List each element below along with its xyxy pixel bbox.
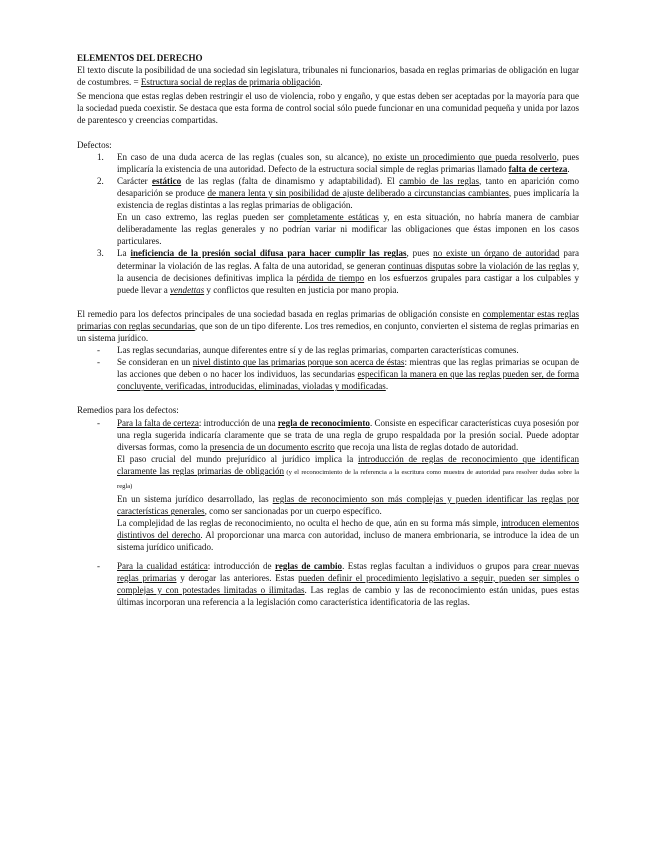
remedy-paragraph: El remedio para los defectos principales de una sociedad basada en reglas primarias de obligación consiste en complementar estas reglas primarias con reglas secundarias, que son de un tipo diferente. Los tres remedios, en conjunto, convierten el sistema de reglas primarias en un sistema jurídico. [77,308,579,343]
defect-item-2-subparagraph: En un caso extremo, las reglas pueden ser completamente estáticas y, en esta situación, no habría manera de cambiar deliberadamente las reglas generales y no podrían variar ni modificar las obligaciones que éstas imponen en los casos particulares. [117,212,579,247]
dash-bullet: - [97,357,101,368]
defect-item-1: 1. En caso de una duda acerca de las reglas (cuales son, su alcance), no existe un procedimiento que pueda resolverlo, pues implicaría la existencia de una autoridad. Defecto de la estructura social simple de reglas primarias llamado falta de certeza. [97,151,580,174]
secondary-rules-list [77,344,579,392]
defect-item-2: 2. Carácter estático de las reglas (falta de dinamismo y adaptabilidad). El cambio de las reglas, tanto en aparición como desaparición se produce de manera lenta y sin posibilidad de ajuste deliberado a circunstancias cambiantes, pues implicaría la existencia de reglas distintas a las reglas primarias de obligación. En un caso extremo, las reglas pueden ser completamente estáticas y, en esta situación, no habría manera de cambiar deliberadamente las reglas generales y no podrían variar ni modificar las obligaciones que éstas imponen en los casos particulares. [97,175,579,247]
intro-paragraph-1: El texto discute la posibilidad de una sociedad sin legislatura, tribunales ni funcionarios, basada en reglas primarias de obligación en lugar de costumbres. = Estructura social de reglas de primaria obligación. [77,65,579,88]
defects-heading: Defectos: [77,139,112,150]
secondary-rules-item-1: - Las reglas secundarias, aunque diferentes entre sí y de las reglas primarias, comparten características comunes. [97,345,519,356]
remedy-certainty-sub-1: El paso crucial del mundo prejurídico al jurídico implica la introducción de reglas de reconocimiento que identifican claramente las reglas primarias de obligación (y el reconocimiento de la referencia a la escritura como muestra de autoridad para resolver dudas sobre la regla) [117,453,579,490]
remedy-certainty-sub-2: En un sistema jurídico desarrollado, las reglas de reconocimiento son más complejas y pueden identificar las reglas por características generales, como ser sancionadas por un cuerpo específico. [117,494,580,517]
document-title: ELEMENTOS DEL DERECHO [77,53,203,63]
secondary-rules-item-2: - Se consideran en un nivel distinto que las primarias porque son acerca de éstas: mientras que las reglas primarias se ocupan de las acciones que deben o no hacer los individuos, las secundarias especifican la manera en que las reglas pueden ser, de forma concluyente, verificadas, introducidas, eliminadas, violadas y modificadas. [97,357,579,392]
remedy-item-certainty: - Para la falta de certeza: introducción de una regla de reconocimiento. Consiste en especificar características cuya posesión por una regla sugerida indicaría claramente que se trata de una regla de grupo respaldada por la presión social. Puede adoptar diversas formas, como la presencia de un documento escrito que recoja una lista de reglas dotado de autoridad. El paso crucial del mundo prejurídico al jurídico implica la introducción de reglas de reconocimiento que identifican claramente las reglas primarias de obligación (y el reconocimiento de la referencia a la escritura como muestra de autoridad para resolver dudas sobre la regla) En un sistema jurídico desarrollado, las reglas de reconocimiento son más complejas y pueden identificar las reglas por características generales, como ser sancionadas por un cuerpo específico. La complejidad de las reglas de reconocimiento, no oculta el hecho de que, aún en su forma más simple, introducen elementos distintivos del derecho. Al proporcionar una marca con autoridad, incluso de manera embrionaria, se introduce la idea de un sistema jurídico unificado. [97,417,580,553]
defect-item-3: 3. La ineficiencia de la presión social difusa para hacer cumplir las reglas, pues no existe un órgano de autoridad para determinar la violación de las reglas. A falta de una autoridad, se generan continuas disputas sobre la violación de las reglas y, la ausencia de decisiones definitivas implica la pérdida de tiempo en los esfuerzos grupales para castigar a los culpables y puede llevar a vendettas y conflictos que resulten en justicia por mano propia. [97,248,579,295]
list-number: 3. [97,248,104,259]
dash-bullet: - [97,345,101,356]
list-number: 1. [97,151,104,162]
list-number: 2. [97,175,104,186]
intro-paragraph-2: Se menciona que estas reglas deben restringir el uso de violencia, robo y engaño, y que estas deben ser aceptadas por la mayoría para que la sociedad pueda coexistir. Se destaca que esta forma de control social sólo puede funcionar en una comunidad pequeña y unida por lazos de parentesco y creencias compartidas. [77,91,579,126]
dash-bullet: - [97,560,101,571]
defects-list [77,151,579,296]
dash-bullet: - [97,417,101,428]
intro-underlined-term: Estructura social de reglas de primaria obligación [140,77,321,88]
remedy-certainty-sub-3: La complejidad de las reglas de reconocimiento, no oculta el hecho de que, aún en su forma más simple, introducen elementos distintivos del derecho. Al proporcionar una marca con autoridad, incluso de manera embrionaria, se introduce la idea de un sistema jurídico unificado. [117,518,579,553]
remedies-list [77,417,579,608]
document-page [77,52,579,608]
remedy-item-static: - Para la cualidad estática: introducción de reglas de cambio. Estas reglas facultan a individuos o grupos para crear nuevas reglas primarias y derogar las anteriores. Estas pueden definir el procedimiento legislativo a seguir, pueden ser simples o complejas y con potestades limitadas o ilimitadas. Las reglas de cambio y las de reconocimiento están unidas, pues estas últimas incorporan una referencia a la legislación como característica identificatoria de las reglas. [97,560,579,607]
remedies-heading: Remedios para los defectos: [77,405,179,416]
